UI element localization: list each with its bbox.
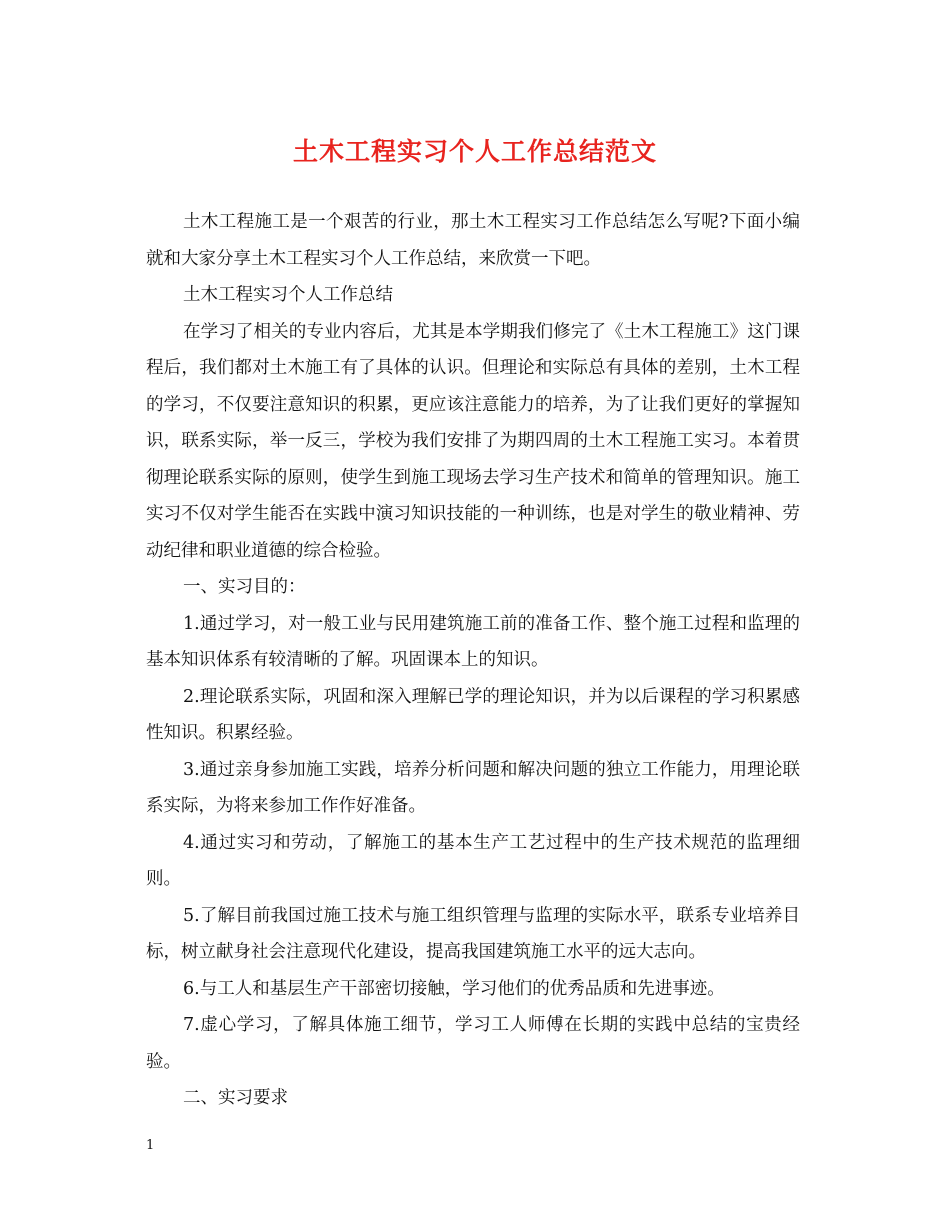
paragraph-subtitle: 土木工程实习个人工作总结 (183, 285, 393, 305)
document-body (146, 204, 800, 1117)
page-number: 1 (146, 1138, 155, 1153)
section-heading-purpose: 一、实习目的： (183, 577, 306, 597)
paragraph-main: 在学习了相关的专业内容后，尤其是本学期我们修完了《土木工程施工》这门课程后，我们都对土木施工有了具体的认识。但理论和实际总有具体的差别，土木工程的学习，不仅要注意知识的积累，更应该注意能力的培养，为了让我们更好的掌握知识，联系实际，举一反三，学校为我们安排了为期四周的土木工程施工实习。本着贯彻理论联系实际的原则，使学生到施工现场去学习生产技术和简单的管理知识。施工实习不仅对学生能否在实践中演习知识技能的一种训练，也是对学生的敬业精神、劳动纪律和职业道德的综合检验。 (146, 321, 800, 561)
document-title: 土木工程实习个人工作总结范文 (292, 137, 657, 166)
section-heading-requirements: 二、实习要求 (183, 1088, 288, 1108)
list-item-5: 5.了解目前我国过施工技术与施工组织管理与监理的实际水平，联系专业培养目标，树立献身社会注意现代化建设，提高我国建筑施工水平的远大志向。 (146, 905, 800, 962)
paragraph-intro: 土木工程施工是一个艰苦的行业，那土木工程实习工作总结怎么写呢?下面小编就和大家分享土木工程实习个人工作总结，来欣赏一下吧。 (146, 212, 800, 269)
list-item-2: 2.理论联系实际，巩固和深入理解已学的理论知识，并为以后课程的学习积累感性知识。积累经验。 (146, 686, 800, 743)
list-item-6: 6.与工人和基层生产干部密切接触，学习他们的优秀品质和先进事迹。 (183, 978, 725, 999)
list-item-7: 7.虚心学习，了解具体施工细节，学习工人师傅在长期的实践中总结的宝贵经验。 (146, 1015, 800, 1072)
list-item-3: 3.通过亲身参加施工实践，培养分析问题和解决问题的独立工作能力，用理论联系实际，为将来参加工作作好准备。 (146, 759, 800, 816)
list-item-4: 4.通过实习和劳动，了解施工的基本生产工艺过程中的生产技术规范的监理细则。 (146, 832, 800, 889)
list-item-1: 1.通过学习，对一般工业与民用建筑施工前的准备工作、整个施工过程和监理的基本知识体系有较清晰的了解。巩固课本上的知识。 (146, 613, 800, 670)
